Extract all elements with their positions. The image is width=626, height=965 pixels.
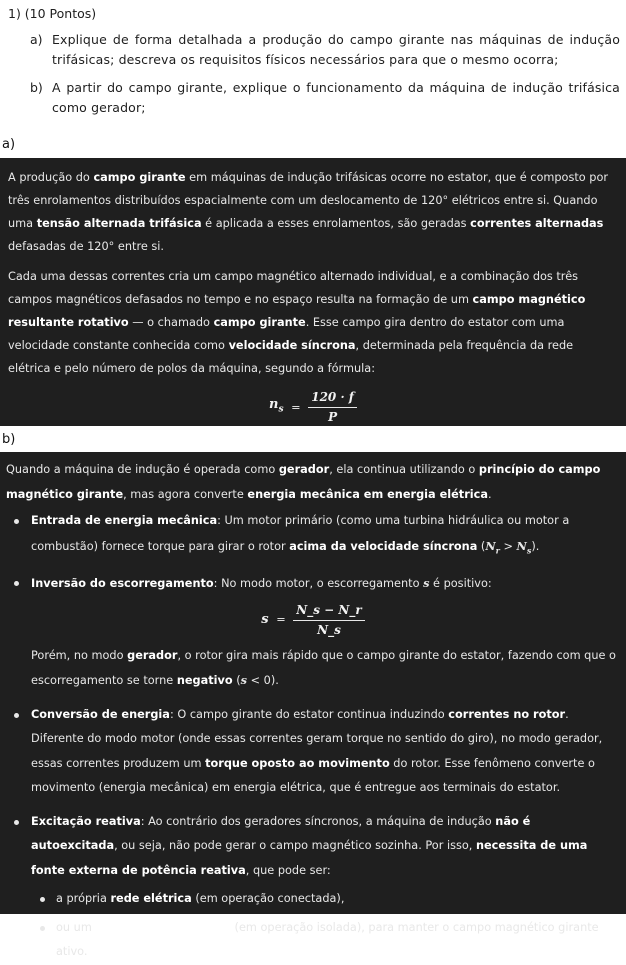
slip-formula-denominator: N_s: [317, 622, 341, 637]
list-item-text: Inversão do escorregamento: No modo motor, o escorregamento s é positivo:: [31, 576, 492, 591]
list-item: [6, 703, 620, 801]
answer-a-paragraph-2: Cada uma dessas correntes cria um campo magnético alternado individual, e a combinação dos três campos magnéticos defasados no tempo e no espaço resulta na formação de um campo magnético resultante rotativo — o chamado campo girante. Esse campo gira dentro do estator com uma velocidade constante conhecida como velocidade síncrona, determinada pela frequência da rede elétrica e pelo número de polos da máquina, segundo a fórmula:: [8, 270, 586, 375]
formula-numerator: 120 · f: [308, 390, 357, 408]
formula-lhs-sub: s: [278, 404, 284, 415]
list-item-text: Excitação reativa: Ao contrário dos geradores síncronos, a máquina de indução não é autoexcitada, ou seja, não pode gerar o campo magnético sozinha. Por isso, necessita de uma fonte externa de potência reativa, que pode ser:: [31, 814, 588, 877]
question-item-text: A partir do campo girante, explique o funcionamento da máquina de indução trifásica como gerador;: [52, 80, 620, 115]
sub-list-item: [31, 916, 620, 965]
answer-a-panel: [0, 158, 626, 426]
sub-list: [31, 887, 620, 965]
question-item-text: Explique de forma detalhada a produção do campo girante nas máquinas de indução trifásicas; descreva os requisitos físicos necessários para que o mesmo ocorra;: [52, 32, 620, 67]
list-item-text: Entrada de energia mecânica: Um motor primário (como uma turbina hidráulica ou motor a combustão) fornece torque para girar o rotor acima da velocidade síncrona $(N_r > N_s)$.: [31, 514, 570, 555]
sub-list-item: [31, 887, 620, 912]
slip-after-text: Porém, no modo gerador, o rotor gira mais rápido que o campo girante do estator, fazendo com que o escorregamento se torne negativo (s < 0).: [31, 648, 616, 688]
formula-lhs: n: [269, 397, 279, 413]
formula-denominator: P: [328, 410, 338, 424]
slip-formula: s = $\frac{N\_s - N\_r}{N\_s}$: [6, 603, 620, 638]
answer-a-paragraph-1: A produção do campo girante em máquinas de indução trifásicas ocorre no estator, que é composto por três enrolamentos distribuídos espacialmente com um deslocamento de 120° elétricos entre si. Quando uma tensão alternada trifásica é aplicada a esses enrolamentos, são geradas correntes alternadas defasadas de 120° entre si.: [8, 171, 609, 253]
answer-b-panel: [0, 452, 626, 959]
sub-list-item-text: ou um banco de capacitores (em operação isolada), para manter o campo magnético girante ativo.: [56, 920, 599, 959]
answer-b-list: [6, 509, 620, 965]
question-item-label: b): [30, 80, 43, 95]
question-item-label: a): [30, 32, 43, 47]
answer-b-intro: Quando a máquina de indução é operada como gerador, ela continua utilizando o princípio do campo magnético girante, mas agora converte energia mecânica em energia elétrica.: [6, 463, 601, 501]
question-header: 1) (10 Pontos): [8, 6, 97, 21]
list-item: [6, 509, 620, 562]
question-item-a: [30, 30, 620, 70]
sub-list-item-text: a própria rede elétrica (em operação conectada),: [56, 892, 345, 906]
slip-formula-numerator: N_s − N_r: [293, 603, 364, 621]
list-item-text: Conversão de energia: O campo girante do estator continua induzindo correntes no rotor. Diferente do modo motor (onde essas correntes geram torque no sentido do giro), no modo gerador, essas correntes produzem um torque oposto ao movimento do rotor. Esse fenômeno converte o movimento (energia mecânica) em energia elétrica, que é entregue aos terminais do estator.: [31, 707, 603, 795]
question-item-b: [30, 78, 620, 118]
slip-formula-lhs: s: [261, 612, 269, 627]
answer-b-label: b): [2, 432, 16, 447]
list-item: [6, 810, 620, 965]
sync-speed-formula: $n_s$ = $\frac{120 \cdot f}{P}$: [8, 390, 618, 425]
answer-a-label: a): [2, 137, 16, 152]
list-item: [6, 571, 620, 694]
